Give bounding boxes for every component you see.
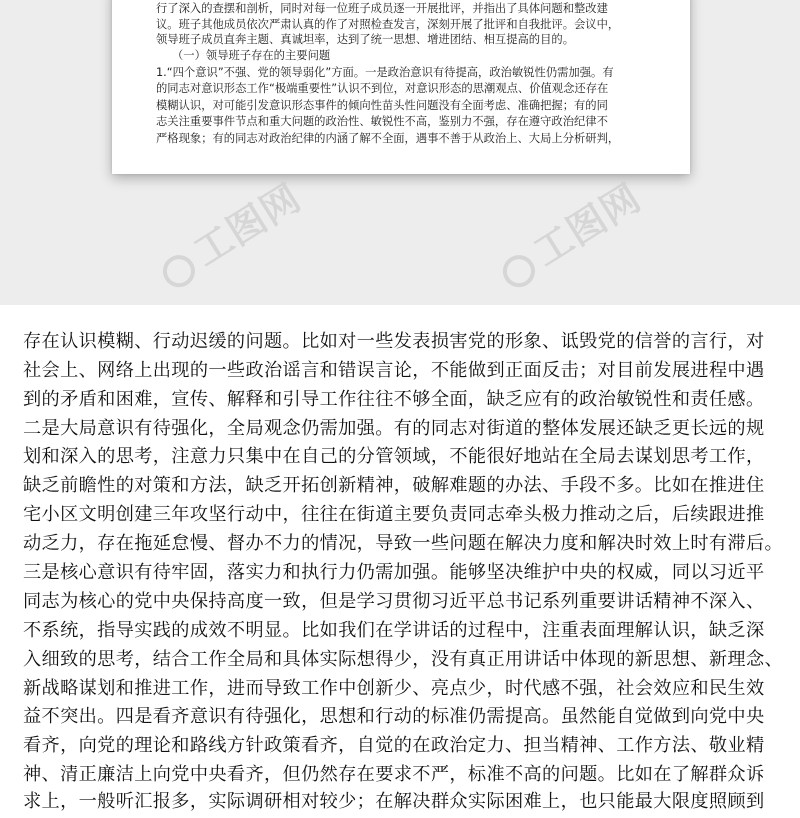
preview-heading: （一）领导班子存在的主要问题 — [172, 49, 331, 62]
body-line: 神、清正廉洁上向党中央看齐，但仍然存在要求不严，标准不高的问题。比如在了解群众诉 — [23, 764, 765, 785]
preview-line: 议。班子其他成员依次严肃认真的作了对照检查发言，深刻开展了批评和自我批评。会议中， — [156, 18, 620, 31]
body-line: 二是大局意识有待强化，全局观念仍需加强。有的同志对街道的整体发展还缺乏更长远的规 — [23, 418, 765, 439]
body-line: 缺乏前瞻性的对策和方法，缺乏开拓创新精神，破解难题的办法、手段不多。比如在推进住 — [23, 475, 765, 496]
preview-line: 严格现象；有的同志对政治纪律的内涵了解不全面，遇事不善于从政治上、大局上分析研判， — [156, 132, 620, 145]
body-line: 新战略谋划和推进工作，进而导致工作中创新少、亮点少，时代感不强，社会效应和民生效 — [23, 678, 765, 699]
preview-page — [112, 0, 690, 174]
body-line: 划和深入的思考，注意力只集中在自己的分管领域，不能很好地站在全局去谋划思考工作， — [23, 446, 765, 467]
preview-line: 领导班子成员直奔主题、真诚坦率，达到了统一思想、增进团结、相互提高的目的。 — [156, 33, 574, 46]
body-line: 存在认识模糊、行动迟缓的问题。比如对一些发表损害党的形象、诋毁党的信誉的言行，对 — [23, 331, 765, 352]
body-line: 同志为核心的党中央保持高度一致，但是学习贯彻习近平总书记系列重要讲话精神不深入、 — [23, 591, 765, 612]
preview-line: 模糊认识，对可能引发意识形态事件的倾向性苗头性问题没有全面考虑、准确把握；有的同 — [156, 99, 608, 112]
body-line: 看齐，向党的理论和路线方针政策看齐，自觉的在政治定力、担当精神、工作方法、敬业精 — [23, 735, 765, 756]
preview-line: 志关注重要事件节点和重大问题的政治性、敏锐性不高，鉴别力不强，存在遵守政治纪律不 — [156, 115, 608, 128]
document-preview-area — [0, 0, 800, 305]
preview-line: 行了深入的查摆和剖析，同时对每一位班子成员逐一开展批评，并指出了具体问题和整改建 — [156, 2, 608, 15]
body-line: 求上，一般听汇报多，实际调研相对较少；在解决群众实际困难上，也只能最大限度照顾到 — [23, 791, 765, 812]
watermark: 工图网 — [147, 168, 309, 298]
body-line: 不系统，指导实践的成效不明显。比如我们在学讲话的过程中，注重表面理解认识，缺乏深 — [23, 620, 765, 641]
body-line: 动乏力，存在拖延怠慢、督办不力的情况，导致一些问题在解决力度和解决时效上时有滞后。 — [23, 533, 783, 554]
body-line: 入细致的思考，结合工作全局和具体实际想得少，没有真正用讲话中体现的新思想、新理念、 — [23, 649, 783, 670]
body-line: 益不突出。四是看齐意识有待强化，思想和行动的标准仍需提高。虽然能自觉做到向党中央 — [23, 706, 765, 727]
preview-line: 的同志对意识形态工作“极端重要性”认识不到位，对意识形态的思潮观点、价值观念还存在 — [156, 82, 609, 95]
watermark: 工图网 — [487, 168, 649, 298]
preview-line: 1.“四个意识”不强、党的领导弱化”方面。一是政治意识有待提高，政治敏锐性仍需加强。有 — [156, 66, 614, 79]
body-line: 社会上、网络上出现的一些政治谣言和错误言论，不能做到正面反击；对目前发展进程中遇 — [23, 360, 765, 381]
body-line: 到的矛盾和困难，宣传、解释和引导工作往往不够全面，缺乏应有的政治敏锐性和责任感。 — [23, 389, 765, 410]
body-line: 宅小区文明创建三年攻坚行动中，往往在街道主要负责同志牵头极力推动之后，后续跟进推 — [23, 504, 765, 525]
body-line: 三是核心意识有待牢固，落实力和执行力仍需加强。能够坚决维护中央的权威，同以习近平 — [23, 562, 765, 583]
watermark-logo-icon — [497, 249, 541, 293]
watermark-logo-icon — [157, 249, 201, 293]
